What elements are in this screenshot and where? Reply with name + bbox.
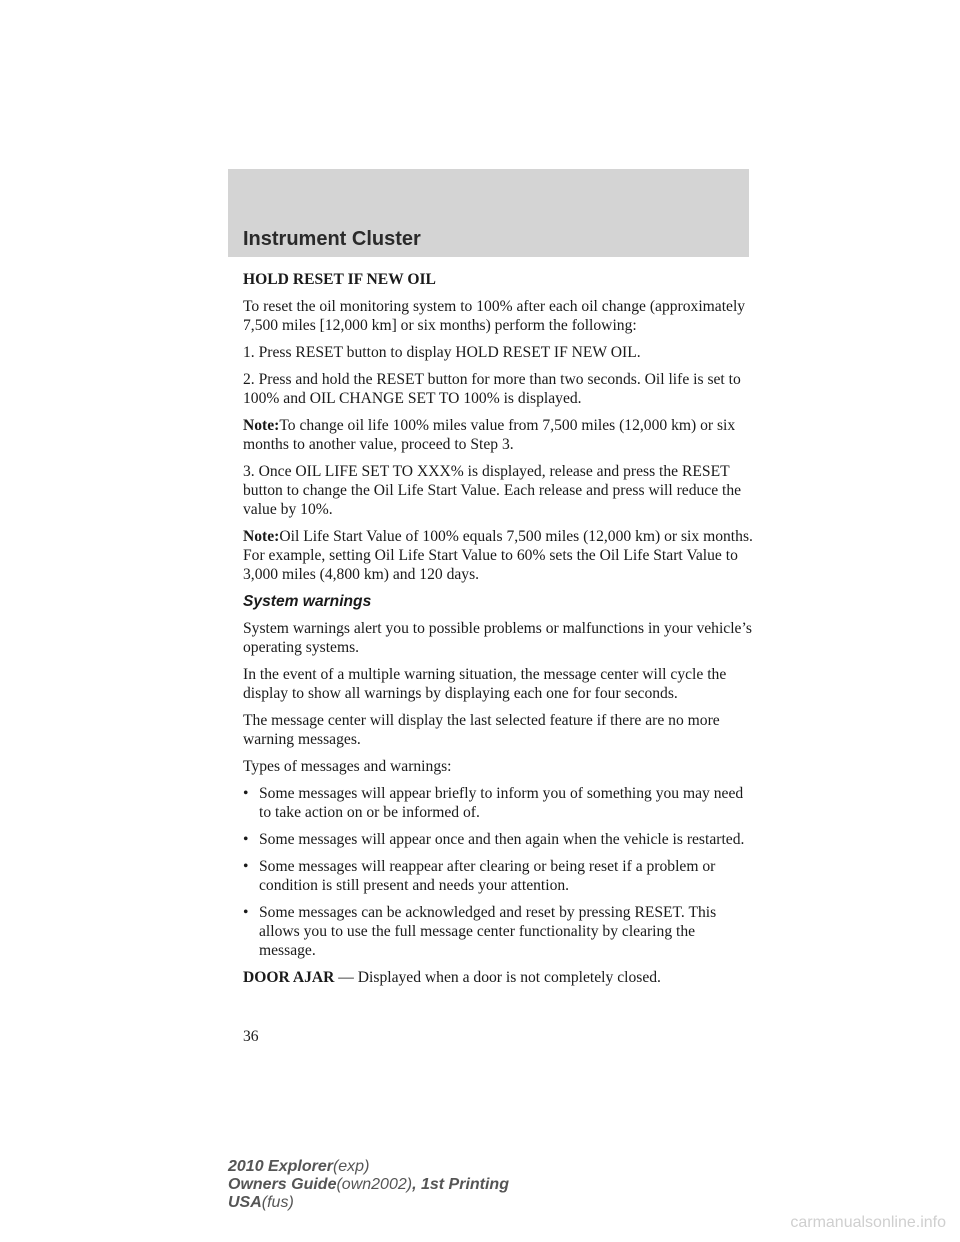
- list-item-text: Some messages will appear once and then again when the vehicle is restarted.: [259, 831, 745, 848]
- bullet-icon: •: [243, 785, 249, 802]
- footer-market-code: (fus): [261, 1194, 294, 1211]
- note-label: Note:: [243, 417, 280, 434]
- door-ajar-entry: [243, 968, 753, 987]
- footer-printing: , 1st Printing: [412, 1176, 509, 1193]
- footer-line-1: [228, 1158, 509, 1176]
- message-types-list: [243, 784, 753, 960]
- bullet-icon: •: [243, 858, 249, 875]
- footer-guide-code: (own2002): [336, 1176, 413, 1193]
- section-title: Instrument Cluster: [243, 228, 421, 250]
- note-1: [243, 416, 753, 454]
- list-item: [243, 784, 753, 822]
- watermark: carmanualsonline.info: [790, 1214, 946, 1231]
- list-item: [243, 830, 753, 849]
- types-intro: Types of messages and warnings:: [243, 758, 452, 775]
- section-header-bar: [228, 169, 749, 257]
- footer-line-2: [228, 1176, 509, 1194]
- door-ajar-description: — Displayed when a door is not completely closed.: [334, 969, 661, 986]
- footer-model: 2010 Explorer: [228, 1158, 333, 1175]
- bullet-icon: •: [243, 831, 249, 848]
- footer-model-code: (exp): [332, 1158, 370, 1175]
- list-item: [243, 903, 753, 960]
- print-footer: [228, 1158, 509, 1212]
- step-2: 2. Press and hold the RESET button for more than two seconds. Oil life is set to 100% and OIL CHANGE SET TO 100% is displayed.: [243, 371, 741, 407]
- note-label: Note:: [243, 528, 280, 545]
- step-3: 3. Once OIL LIFE SET TO XXX% is displayed, release and press the RESET button to change the Oil Life Start Value. Each release and press will reduce the value by 10%.: [243, 463, 742, 518]
- list-item-text: Some messages can be acknowledged and reset by pressing RESET. This allows you to use the full message center functionality by clearing the message.: [259, 904, 717, 959]
- system-warnings-heading: System warnings: [243, 593, 372, 610]
- note-2: [243, 527, 753, 584]
- warnings-paragraph-2: In the event of a multiple warning situation, the message center will cycle the display to show all warnings by displaying each one for four seconds.: [243, 666, 727, 702]
- warnings-paragraph-1: System warnings alert you to possible problems or malfunctions in your vehicle’s operating systems.: [243, 620, 752, 656]
- warnings-paragraph-3: The message center will display the last selected feature if there are no more warning messages.: [243, 712, 720, 748]
- intro-paragraph: To reset the oil monitoring system to 100% after each oil change (approximately 7,500 miles [12,000 km] or six months) perform the following:: [243, 298, 746, 334]
- section-heading: HOLD RESET IF NEW OIL: [243, 271, 436, 288]
- list-item-text: Some messages will reappear after clearing or being reset if a problem or condition is still present and needs your attention.: [259, 858, 716, 894]
- page-content: [243, 270, 753, 995]
- page-number: 36: [243, 1028, 259, 1045]
- door-ajar-term: DOOR AJAR: [243, 969, 335, 986]
- list-item-text: Some messages will appear briefly to inform you of something you may need to take action on or be informed of.: [259, 785, 744, 821]
- step-1: 1. Press RESET button to display HOLD RESET IF NEW OIL.: [243, 344, 641, 361]
- footer-market: USA: [228, 1194, 262, 1211]
- footer-line-3: [228, 1194, 509, 1212]
- bullet-icon: •: [243, 904, 249, 921]
- note-text: To change oil life 100% miles value from 7,500 miles (12,000 km) or six months to another value, proceed to Step 3.: [243, 417, 736, 453]
- list-item: [243, 857, 753, 895]
- footer-guide: Owners Guide: [228, 1176, 337, 1193]
- note-text: Oil Life Start Value of 100% equals 7,500 miles (12,000 km) or six months. For example, setting Oil Life Start Value to 60% sets the Oil Life Start Value to 3,000 miles (4,800 km) and 120 days.: [243, 528, 753, 583]
